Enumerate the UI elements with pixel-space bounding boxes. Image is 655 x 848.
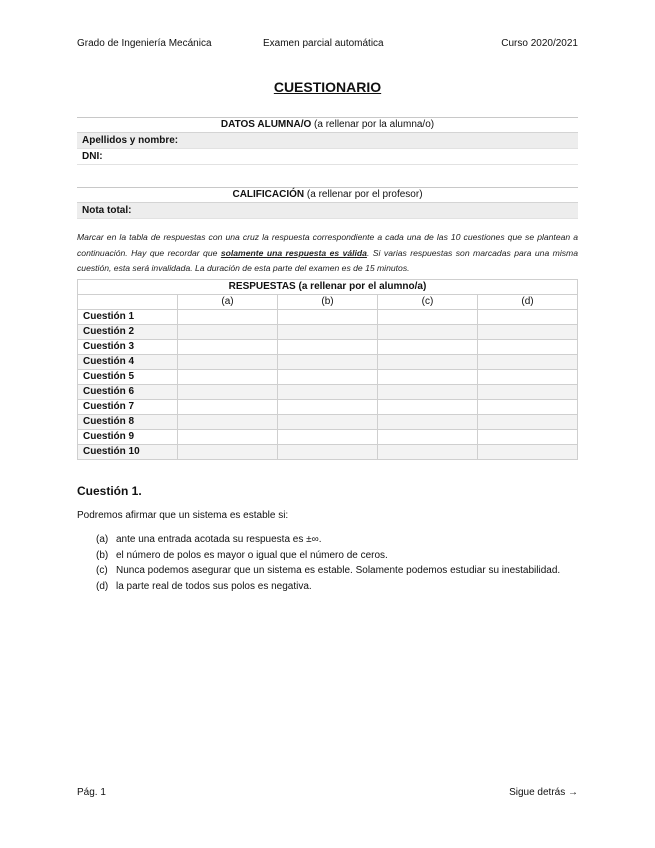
- answer-cell-a[interactable]: [178, 445, 278, 460]
- answer-cell-c[interactable]: [378, 340, 478, 355]
- answer-cell-a[interactable]: [178, 415, 278, 430]
- answers-corner-cell: [78, 295, 178, 310]
- student-data-heading-bold: DATOS ALUMNA/O: [220, 119, 312, 130]
- answer-cell-d[interactable]: [478, 400, 578, 415]
- student-data-section: [77, 117, 578, 165]
- answer-cell-b[interactable]: [278, 325, 378, 340]
- answer-cell-b[interactable]: [278, 400, 378, 415]
- answer-cell-a[interactable]: [178, 355, 278, 370]
- answer-cell-c[interactable]: [378, 310, 478, 325]
- question-row-label: Cuestión 7: [78, 400, 178, 415]
- id-field[interactable]: [77, 149, 578, 165]
- header-degree: Grado de Ingeniería Mecánica: [77, 38, 212, 49]
- answer-cell-a[interactable]: [178, 325, 278, 340]
- option-b-text: el número de polos es mayor o igual que el número de ceros.: [116, 549, 388, 561]
- column-header-c: (c): [378, 295, 478, 310]
- instructions-after: . Si varias respuestas son marcadas para una misma cuestión, esta será invalidada. La duración de esta parte del examen es de 15 minutos.: [77, 247, 578, 273]
- column-header-b: (b): [278, 295, 378, 310]
- name-label: Apellidos y nombre:: [82, 135, 179, 146]
- answer-cell-b[interactable]: [278, 370, 378, 385]
- option-a: [96, 532, 578, 548]
- table-row: [78, 355, 578, 370]
- table-row: [78, 370, 578, 385]
- answer-cell-c[interactable]: [378, 415, 478, 430]
- continue-note: Sigue detrás →: [509, 787, 578, 798]
- question-row-label: Cuestión 6: [78, 385, 178, 400]
- answers-table: [77, 279, 578, 460]
- page-footer: [77, 787, 578, 801]
- answer-cell-d[interactable]: [478, 385, 578, 400]
- answer-cell-d[interactable]: [478, 370, 578, 385]
- option-a-letter: (a): [96, 534, 109, 545]
- table-row: [78, 310, 578, 325]
- table-row: [78, 445, 578, 460]
- option-c-text: Nunca podemos asegurar que un sistema es estable. Solamente podemos estudiar su inestabilidad.: [116, 565, 561, 576]
- grading-heading-note: (a rellenar por el profesor): [306, 189, 423, 200]
- answer-cell-d[interactable]: [478, 310, 578, 325]
- column-header-d: (d): [478, 295, 578, 310]
- question-row-label: Cuestión 2: [78, 325, 178, 340]
- header-exam: Examen parcial automática: [263, 38, 384, 49]
- answer-cell-d[interactable]: [478, 445, 578, 460]
- answers-table-caption: RESPUESTAS (a rellenar por el alumno/a): [78, 280, 578, 295]
- answer-cell-c[interactable]: [378, 325, 478, 340]
- grading-heading: [77, 188, 578, 203]
- answer-cell-b[interactable]: [278, 415, 378, 430]
- table-row: [78, 415, 578, 430]
- question-row-label: Cuestión 8: [78, 415, 178, 430]
- answer-cell-c[interactable]: [378, 400, 478, 415]
- total-grade-label: Nota total:: [82, 205, 132, 216]
- table-row: [78, 430, 578, 445]
- question-options: [96, 532, 578, 594]
- answer-cell-b[interactable]: [278, 385, 378, 400]
- answer-cell-d[interactable]: [478, 325, 578, 340]
- table-row: [78, 385, 578, 400]
- question-title: Cuestión 1.: [77, 484, 142, 498]
- student-data-heading: [77, 118, 578, 133]
- answer-cell-c[interactable]: [378, 385, 478, 400]
- answer-cell-a[interactable]: [178, 340, 278, 355]
- option-d: [96, 579, 578, 595]
- table-row: [78, 340, 578, 355]
- id-label: DNI:: [82, 151, 103, 162]
- question-row-label: Cuestión 9: [78, 430, 178, 445]
- page-number: Pág. 1: [77, 787, 106, 798]
- answer-cell-c[interactable]: [378, 445, 478, 460]
- question-row-label: Cuestión 10: [78, 445, 178, 460]
- answer-cell-a[interactable]: [178, 370, 278, 385]
- answer-cell-a[interactable]: [178, 310, 278, 325]
- option-d-letter: (d): [96, 580, 109, 592]
- answer-cell-d[interactable]: [478, 340, 578, 355]
- total-grade-field[interactable]: [77, 203, 578, 219]
- option-d-text: la parte real de todos sus polos es negativa.: [116, 580, 312, 592]
- answer-cell-b[interactable]: [278, 445, 378, 460]
- option-c: [96, 563, 578, 579]
- option-c-letter: (c): [96, 565, 108, 576]
- table-row: [78, 325, 578, 340]
- answer-cell-a[interactable]: [178, 430, 278, 445]
- option-b: [96, 548, 578, 564]
- student-data-heading-note: (a rellenar por la alumna/o): [314, 119, 435, 130]
- question-stem: Podremos afirmar que un sistema es estable si:: [77, 510, 289, 521]
- answer-cell-d[interactable]: [478, 355, 578, 370]
- answer-cell-a[interactable]: [178, 400, 278, 415]
- grading-heading-bold: CALIFICACIÓN: [232, 189, 305, 200]
- question-row-label: Cuestión 4: [78, 355, 178, 370]
- document-title: CUESTIONARIO: [273, 79, 382, 95]
- answer-cell-b[interactable]: [278, 430, 378, 445]
- question-row-label: Cuestión 5: [78, 370, 178, 385]
- option-b-letter: (b): [96, 549, 109, 561]
- question-row-label: Cuestión 3: [78, 340, 178, 355]
- grading-section: [77, 187, 578, 219]
- header-course: Curso 2020/2021: [501, 38, 578, 49]
- answer-cell-c[interactable]: [378, 430, 478, 445]
- instructions-emphasis: solamente una respuesta es válida: [220, 247, 367, 258]
- question-row-label: Cuestión 1: [78, 310, 178, 325]
- answer-cell-c[interactable]: [378, 355, 478, 370]
- answer-cell-a[interactable]: [178, 385, 278, 400]
- answer-cell-c[interactable]: [378, 370, 478, 385]
- page-header: [77, 38, 578, 54]
- option-a-text: ante una entrada acotada su respuesta es ±∞.: [116, 534, 322, 545]
- answer-cell-b[interactable]: [278, 355, 378, 370]
- instructions-paragraph: [77, 230, 578, 277]
- name-field[interactable]: [77, 133, 578, 149]
- answer-cell-b[interactable]: [278, 340, 378, 355]
- instructions-before: Marcar en la tabla de respuestas con una cruz la respuesta correspondiente a cada una de las 10 cuestiones que se plantean a continuación. Hay que recordar que: [77, 232, 578, 258]
- column-header-a: (a): [178, 295, 278, 310]
- table-row: [78, 400, 578, 415]
- answers-header-row: [78, 295, 578, 310]
- answer-cell-d[interactable]: [478, 415, 578, 430]
- answer-cell-b[interactable]: [278, 310, 378, 325]
- answer-cell-d[interactable]: [478, 430, 578, 445]
